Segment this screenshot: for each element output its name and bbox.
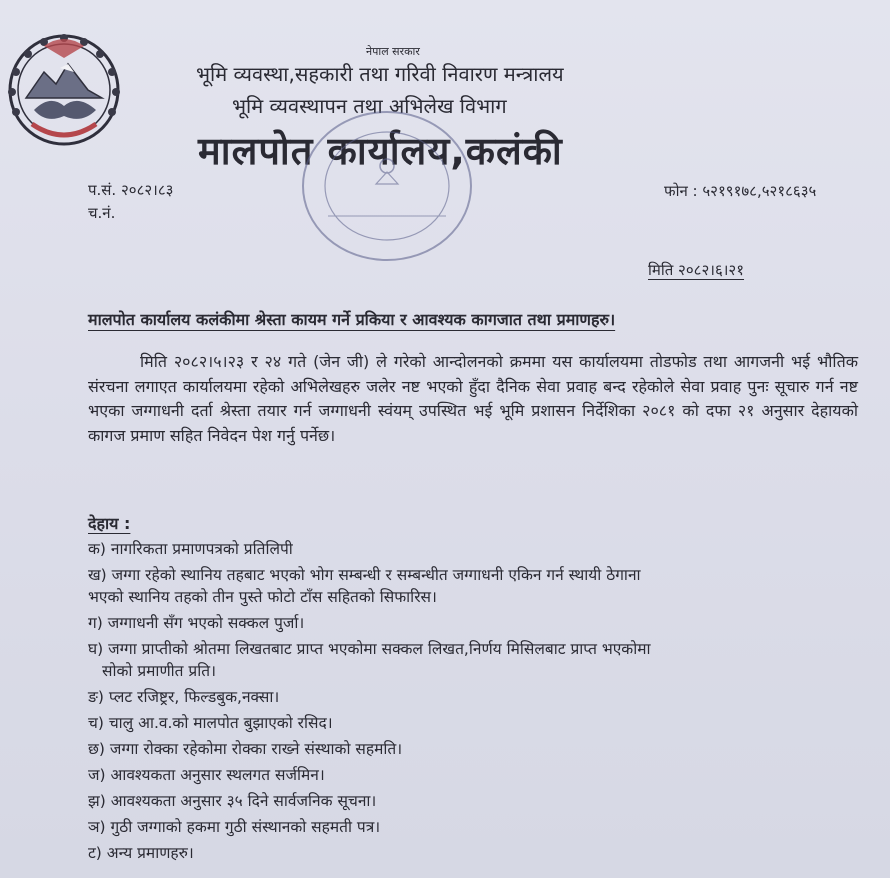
list-item-text: च) चालु आ.व.को मालपोत बुझाएको रसिद। [88, 714, 333, 732]
list-item-text: ज) आवश्यकता अनुसार स्थलगत सर्जमिन। [88, 766, 325, 784]
list-item-text: घ) जग्गा प्राप्तीको श्रोतमा लिखतबाट प्राप्त भएकोमा सक्कल लिखत,निर्णय मिसिलबाट प्राप्त भएकोमा [88, 640, 651, 658]
body-paragraph: मिति २०८२।५।२३ र २४ गते (जेन जी) ले गरेको आन्दोलनको क्रममा यस कार्यालयमा तोडफोड तथा आगजनी भई भौतिक संरचना लगाएत कार्यालयमा रहेको अभिलेखहरु जलेर नष्ट भएको हुँदा दैनिक सेवा प्रवाह बन्द रहेकोले सेवा प्रवाह पुनः सूचारु गर्न नष्ट भएका जग्गाधनी दर्ता श्रेस्ता तयार गर्न जग्गाधनी स्वंयम् उपस्थित भई भूमि प्रशासन निर्देशिका २०८१ को दफा २१ अनुसार देहायको कागज प्रमाण सहित निवेदन पेश गर्नु पर्नेछ। [88, 352, 858, 445]
list-item [88, 738, 868, 760]
list-item-continuation: भएको स्थानिय तहको तीन पुस्ते फोटो टाँस सहितको सिफारिस। [88, 588, 437, 606]
phone-numbers: फोन : ५२१९१७८,५२१८६३५ [664, 182, 817, 200]
office-name: मालपोत कार्यालय,कलंकी [198, 129, 563, 173]
department-name: भूमि व्यवस्थापन तथा अभिलेख विभाग [232, 94, 507, 118]
list-item-text: ख) जग्गा रहेको स्थानिय तहबाट भएको भोग सम्बन्धी र सम्बन्धीत जग्गाधनी एकिन गर्न स्थायी ठेगाना [88, 566, 641, 584]
list-item [88, 816, 868, 838]
list-item [88, 790, 868, 812]
list-item [88, 842, 868, 864]
ministry-name: भूमि व्यवस्था,सहकारी तथा गरिवी निवारण मन्त्रालय [196, 62, 564, 86]
list-item-text: ट) अन्य प्रमाणहरु। [88, 844, 194, 862]
list-item-text: ङ) प्लट रजिष्ट्रर, फिल्डबुक,नक्सा। [88, 688, 280, 706]
list-item-text: ञ) गुठी जग्गाको हकमा गुठी संस्थानको सहमती पत्र। [88, 818, 381, 836]
letter-date: मिति २०८२।६।२१ [648, 261, 745, 279]
government-name: नेपाल सरकार [366, 45, 420, 58]
list-item [88, 612, 868, 634]
list-item [88, 538, 868, 560]
required-documents-list [88, 538, 868, 868]
items-heading: देहाय : [88, 514, 131, 533]
list-item-text: छ) जग्गा रोक्का रहेकोमा रोक्का राख्ने संस्थाको सहमति। [88, 740, 403, 758]
list-item-continuation: सोको प्रमाणीत प्रति। [102, 662, 216, 680]
list-item [88, 686, 868, 708]
office-stamp [298, 106, 476, 266]
nepal-emblem-icon [4, 28, 124, 152]
reference-number: प.सं. २०८२।८३ [88, 181, 174, 199]
list-item-text: झ) आवश्यकता अनुसार ३५ दिने सार्वजनिक सूचना। [88, 792, 377, 810]
list-item [88, 564, 868, 608]
letter-subject: मालपोत कार्यालय कलंकीमा श्रेस्ता कायम गर्ने प्रकिया र आवश्यक कागजात तथा प्रमाणहरु। [88, 310, 616, 329]
list-item [88, 712, 868, 734]
dispatch-number: च.नं. [88, 204, 116, 222]
list-item [88, 638, 868, 682]
list-item [88, 764, 868, 786]
list-item-text: क) नागरिकता प्रमाणपत्रको प्रतिलिपी [88, 540, 293, 558]
list-item-text: ग) जग्गाधनी सँग भएको सक्कल पुर्जा। [88, 614, 305, 632]
